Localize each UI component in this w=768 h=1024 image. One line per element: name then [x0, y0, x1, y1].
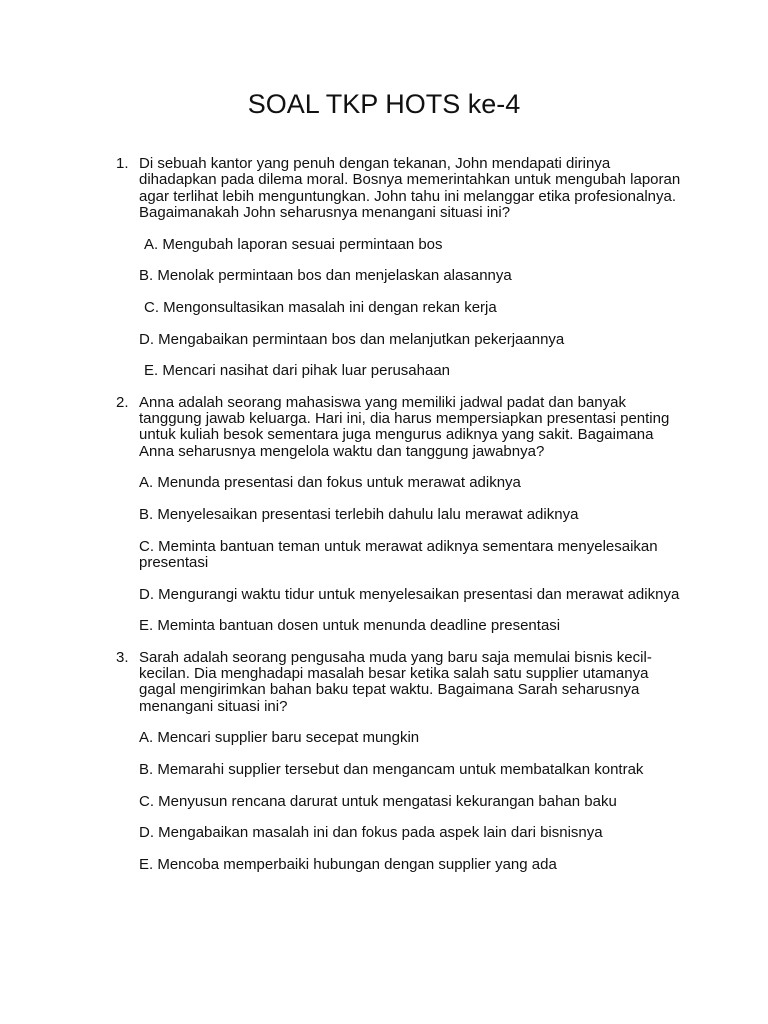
question-number: 1.	[116, 155, 129, 172]
answer-option: B. Menolak permintaan bos dan menjelaskan alasannya	[139, 267, 512, 285]
question-number: 3.	[116, 648, 129, 666]
question-number: 2.	[116, 393, 129, 411]
question-text: Di sebuah kantor yang penuh dengan tekanan, John mendapati dirinya dihadapkan pada dilema moral. Bosnya memerintahkan untuk mengubah laporan agar terlihat lebih menguntungkan. John tahu ini melanggar etika profesionalnya. Bagaimanakah John seharusnya menangani situasi ini?	[139, 155, 681, 222]
answer-option: C. Meminta bantuan teman untuk merawat adiknya sementara menyelesaikan presentasi	[139, 537, 658, 571]
answer-option: E. Meminta bantuan dosen untuk menunda deadline presentasi	[139, 617, 561, 635]
answer-option: B. Memarahi supplier tersebut dan mengancam untuk membatalkan kontrak	[139, 761, 644, 778]
answer-option: D. Mengabaikan permintaan bos dan melanjutkan pekerjaannya	[139, 330, 565, 348]
answer-option: A. Menunda presentasi dan fokus untuk merawat adiknya	[139, 474, 521, 492]
answer-option: C. Mengonsultasikan masalah ini dengan rekan kerja	[144, 299, 497, 316]
answer-options	[139, 237, 682, 380]
question-item	[112, 395, 682, 635]
answer-option: D. Mengabaikan masalah ini dan fokus pada aspek lain dari bisnisnya	[139, 824, 603, 842]
question-text: Sarah adalah seorang pengusaha muda yang baru saja memulai bisnis kecil-kecilan. Dia menghadapi masalah besar ketika salah satu supplier utamanya gagal mengirimkan bahan baku tepat waktu. Bagaimana Sarah seharusnya menangani situasi ini?	[139, 648, 652, 715]
question-text: Anna adalah seorang mahasiswa yang memiliki jadwal padat dan banyak tanggung jawab keluarga. Hari ini, dia harus mempersiapkan presentasi penting untuk kuliah besok sementara juga mengurus adiknya yang sakit. Bagaimana Anna seharusnya mengelola waktu dan tanggung jawabnya?	[139, 393, 670, 460]
question-item	[112, 156, 682, 380]
answer-option: E. Mencoba memperbaiki hubungan dengan supplier yang ada	[139, 855, 557, 873]
answer-options	[139, 475, 682, 634]
answer-option: E. Mencari nasihat dari pihak luar perusahaan	[144, 362, 451, 380]
question-list	[112, 156, 682, 873]
answer-option: D. Mengurangi waktu tidur untuk menyelesaikan presentasi dan merawat adiknya	[139, 585, 680, 603]
answer-option: A. Mengubah laporan sesuai permintaan bos	[144, 235, 443, 253]
answer-option: C. Menyusun rencana darurat untuk mengatasi kekurangan bahan baku	[139, 792, 617, 810]
page-title: SOAL TKP HOTS ke-4	[247, 89, 521, 119]
answer-option: B. Menyelesaikan presentasi terlebih dahulu lalu merawat adiknya	[139, 506, 579, 523]
answer-options	[139, 730, 682, 873]
question-item	[112, 650, 682, 874]
answer-option: A. Mencari supplier baru secepat mungkin	[139, 729, 420, 747]
